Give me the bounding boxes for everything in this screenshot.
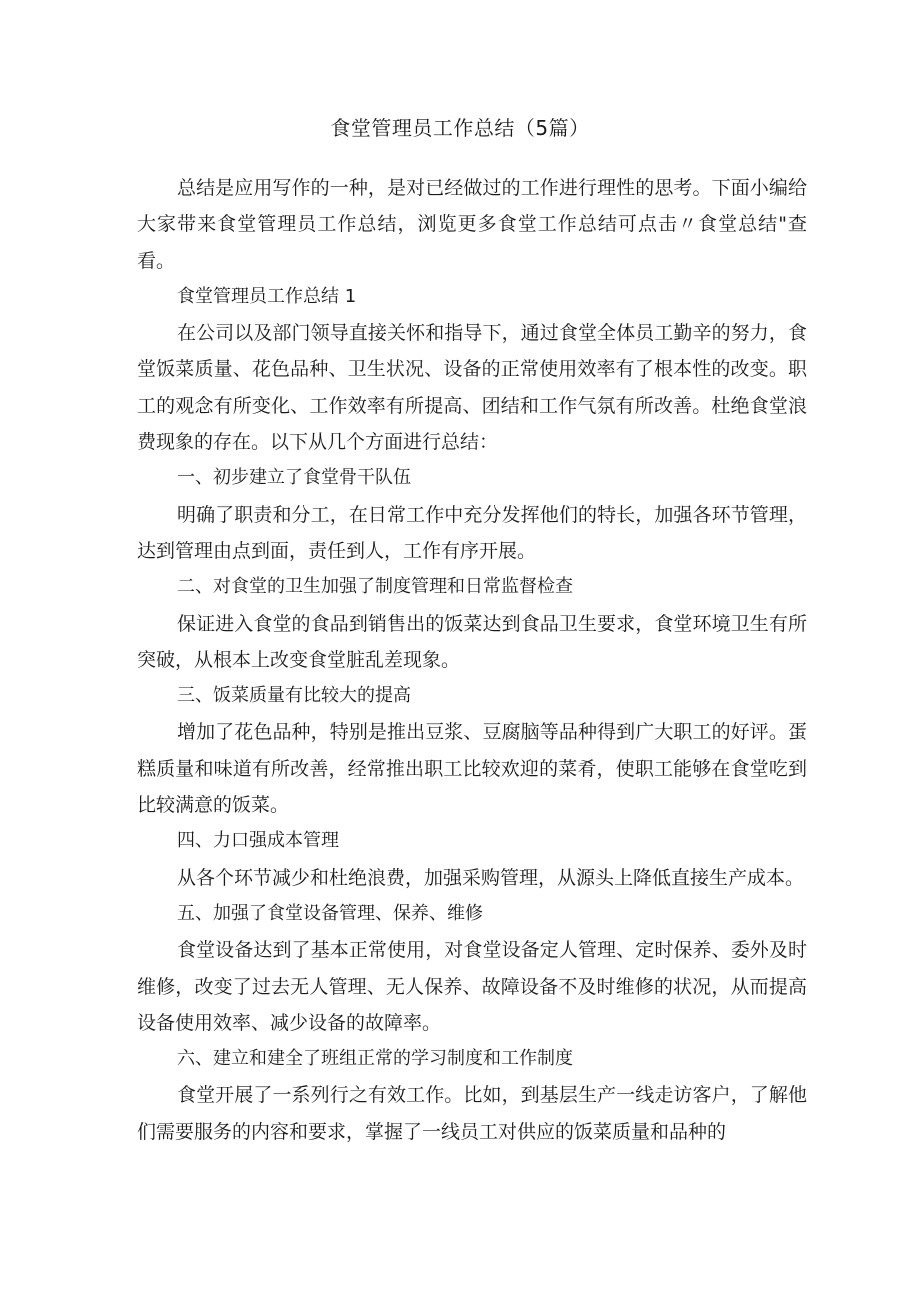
point-3-heading: 三、饭菜质量有比较大的提高 bbox=[177, 685, 411, 707]
point-1-text: 明确了职责和分工，在日常工作中充分发挥他们的特长，加强各环节管理，达到管理由点到面，责任到人，工作有序开展。 bbox=[137, 503, 807, 562]
point-4-text: 从各个环节减少和杜绝浪费，加强采购管理，从源头上降低直接生产成本。 bbox=[177, 866, 805, 889]
document-body bbox=[137, 170, 807, 1150]
point-2-heading: 二、对食堂的卫生加强了制度管理和日常监督检查 bbox=[177, 576, 573, 598]
point-4-heading: 四、力口强成本管理 bbox=[177, 830, 339, 852]
intro-paragraph: 总结是应用写作的一种，是对已经做过的工作进行理性的思考。下面小编给大家带来食堂管理员工作总结，浏览更多食堂工作总结可点击〃食堂总结"查看。 bbox=[137, 177, 807, 272]
point-5-text: 食堂设备达到了基本正常使用，对食堂设备定人管理、定时保养、委外及时维修，改变了过去无人管理、无人保养、故障设备不及时维修的状况，从而提高设备使用效率、减少设备的故障率。 bbox=[137, 939, 807, 1034]
document-title: 食堂管理员工作总结（5篇） bbox=[330, 116, 590, 140]
point-2-text: 保证进入食堂的食品到销售出的饭菜达到食品卫生要求，食堂环境卫生有所突破，从根本上改变食堂脏乱差现象。 bbox=[137, 612, 807, 671]
section-intro-paragraph: 在公司以及部门领导直接关怀和指导下，通过食堂全体员工勤辛的努力，食堂饭菜质量、花色品种、卫生状况、设备的正常使用效率有了根本性的改变。职工的观念有所变化、工作效率有所提高、团结和工作气氛有所改善。杜绝食堂浪费现象的存在。以下从几个方面进行总结： bbox=[137, 322, 807, 454]
section-title: 食堂管理员工作总结 1 bbox=[177, 285, 357, 307]
point-6-text: 食堂开展了一系列行之有效工作。比如，到基层生产一线走访客户，了解他们需要服务的内容和要求，掌握了一线员工对供应的饭菜质量和品种的 bbox=[137, 1084, 807, 1143]
point-5-heading: 五、加强了食堂设备管理、保养、维修 bbox=[177, 902, 483, 924]
point-3-text: 增加了花色品种，特别是推出豆浆、豆腐脑等品种得到广大职工的好评。蛋糕质量和味道有所改善，经常推出职工比较欢迎的菜肴，使职工能够在食堂吃到比较满意的饭菜。 bbox=[137, 721, 807, 817]
point-1-heading: 一、初步建立了食堂骨干队伍 bbox=[177, 467, 411, 489]
point-6-heading: 六、建立和建全了班组正常的学习制度和工作制度 bbox=[177, 1048, 573, 1070]
